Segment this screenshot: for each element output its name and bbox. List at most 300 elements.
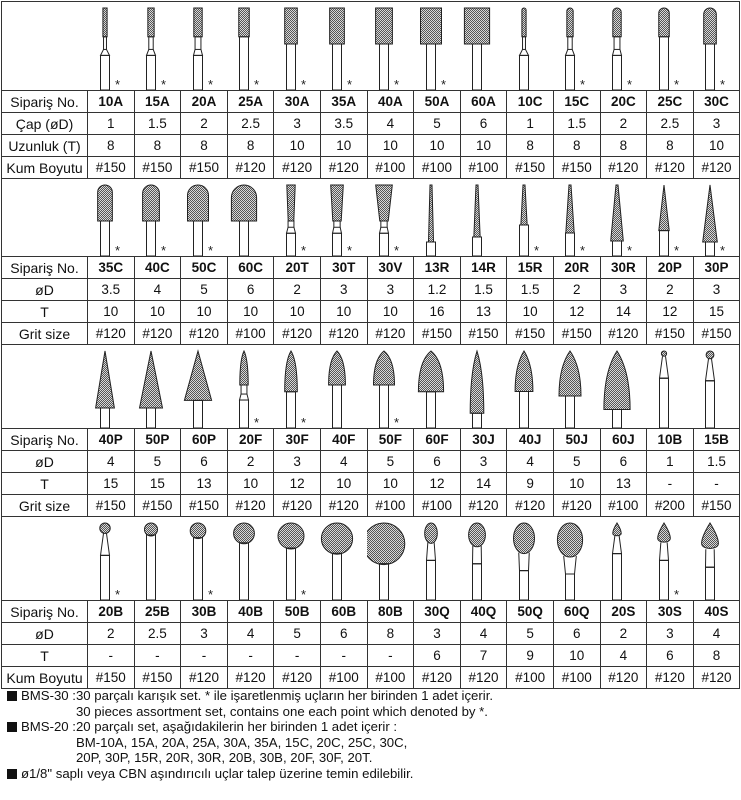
order-code-cell: 20C (600, 91, 647, 113)
order-code-cell: 20P (647, 257, 694, 279)
length-cell: 8 (227, 135, 274, 157)
tool-flame-icon (414, 345, 460, 428)
tool-drawing (147, 8, 156, 90)
tool-image-cell (367, 345, 414, 429)
set-marker-star: * (394, 415, 400, 429)
row-label: Sipariş No. (2, 601, 88, 623)
set-marker-star: * (114, 587, 120, 601)
tool-ball-icon (320, 517, 366, 600)
length-cell: 10 (134, 301, 181, 323)
set-marker-star: * (394, 77, 400, 91)
order-code-cell: 30S (647, 601, 694, 623)
tool-drawing (190, 523, 206, 600)
order-code-cell: 10C (507, 91, 554, 113)
length-cell: 6 (414, 645, 461, 667)
grit-cell: #150 (88, 157, 135, 179)
diameter-cell: 5 (507, 623, 554, 645)
length-cell: 10 (367, 473, 414, 495)
order-code-cell: 30R (600, 257, 647, 279)
tool-image-cell (693, 2, 740, 91)
spec-row-grit (2, 157, 740, 179)
grit-cell: #150 (647, 323, 694, 345)
length-cell: 10 (274, 135, 321, 157)
tool-needle-icon (460, 179, 506, 256)
length-cell: 10 (460, 135, 507, 157)
tool-image-cell (320, 517, 367, 601)
order-code-cell: 40S (693, 601, 740, 623)
tool-image-cell (647, 517, 694, 601)
tool-drawing (140, 351, 163, 428)
order-code-cell: 35A (320, 91, 367, 113)
tool-image-cell (647, 179, 694, 257)
length-cell: 6 (647, 645, 694, 667)
spec-row-len (2, 473, 740, 495)
order-code-cell: 40P (88, 429, 135, 451)
set-marker-star: * (161, 243, 167, 257)
grit-cell: #100 (414, 157, 461, 179)
grit-cell: #120 (553, 495, 600, 517)
diameter-cell: 5 (553, 451, 600, 473)
note-line: BM-10A, 15A, 20A, 25A, 30A, 35A, 15C, 20C, 25C, 30C, (75, 734, 408, 750)
grit-cell: #120 (227, 667, 274, 689)
row-label: øD (2, 451, 88, 473)
order-code-cell: 30J (460, 429, 507, 451)
order-code-cell: 20B (88, 601, 135, 623)
spec-row-dia (2, 623, 740, 645)
length-cell: 10 (88, 301, 135, 323)
diameter-cell: 1 (647, 451, 694, 473)
order-code-cell: 40F (320, 429, 367, 451)
tool-image-cell (320, 345, 367, 429)
grit-cell: #120 (647, 667, 694, 689)
length-cell: - (274, 645, 321, 667)
length-cell: 10 (227, 301, 274, 323)
tool-drawing (657, 523, 670, 600)
tool-drawing (658, 185, 668, 256)
set-marker-star: * (161, 77, 167, 91)
length-cell: 12 (553, 301, 600, 323)
tool-image-cell (274, 179, 321, 257)
grit-cell: #120 (693, 667, 740, 689)
diameter-cell: 3 (320, 279, 367, 301)
tool-cylinder-icon (274, 2, 320, 90)
length-cell: - (181, 645, 228, 667)
order-code-cell: 40Q (460, 601, 507, 623)
grit-cell: #120 (181, 667, 228, 689)
diameter-cell: 3.5 (320, 113, 367, 135)
tool-flame-icon (367, 345, 413, 428)
tool-round-cylinder-icon (507, 2, 553, 90)
tool-oval-icon (460, 517, 506, 600)
length-cell: 8 (181, 135, 228, 157)
grit-cell: #120 (274, 667, 321, 689)
tool-ball-icon (88, 517, 134, 600)
diameter-cell: 6 (460, 113, 507, 135)
length-cell: - (134, 645, 181, 667)
diameter-cell: 1.5 (693, 451, 740, 473)
tool-image-cell (553, 517, 600, 601)
grit-cell: #120 (600, 157, 647, 179)
tool-drawing (232, 185, 257, 256)
notes-section (7, 688, 737, 782)
tool-drawing (706, 351, 715, 428)
length-cell: - (320, 645, 367, 667)
tool-flame-icon (227, 345, 273, 428)
set-marker-star: * (207, 587, 213, 601)
diameter-cell: 4 (88, 451, 135, 473)
tool-oval-icon (553, 517, 599, 600)
length-cell: 16 (414, 301, 461, 323)
note-line: 20 parçalı set, aşağıdakilerin her birinden 1 adet içerir : (75, 719, 398, 735)
grit-cell: #120 (600, 667, 647, 689)
order-code-cell: 60F (414, 429, 461, 451)
length-cell: 8 (600, 135, 647, 157)
length-cell: 8 (507, 135, 554, 157)
note-text (76, 688, 737, 719)
tool-image-cell (367, 179, 414, 257)
order-code-cell: 10B (647, 429, 694, 451)
tool-image-cell (274, 345, 321, 429)
tool-drawing (376, 8, 393, 90)
tool-image-cell (181, 517, 228, 601)
tool-drawing (519, 8, 528, 90)
set-marker-star: * (300, 77, 306, 91)
order-code-cell: 30C (693, 91, 740, 113)
tool-image-cell (134, 517, 181, 601)
diameter-cell: 1 (88, 113, 135, 135)
set-marker-star: * (720, 77, 726, 91)
tool-cylinder-icon (227, 2, 273, 90)
grit-cell: #150 (88, 495, 135, 517)
order-code-cell: 20T (274, 257, 321, 279)
grit-cell: #120 (181, 323, 228, 345)
diameter-cell: 2 (274, 279, 321, 301)
grit-cell: #120 (274, 157, 321, 179)
tool-drawing (420, 8, 441, 90)
order-code-cell: 50Q (507, 601, 554, 623)
row-label: Çap (øD) (2, 113, 88, 135)
tool-drawing (519, 185, 528, 256)
length-cell: - (647, 473, 694, 495)
tool-cylinder-icon (460, 2, 506, 90)
grit-cell: #120 (600, 323, 647, 345)
tool-ball-icon (693, 345, 739, 428)
tool-image-cell (134, 2, 181, 91)
tool-bullet-icon (460, 345, 506, 428)
tool-round-cylinder-icon (227, 179, 273, 256)
set-marker-star: * (394, 243, 400, 257)
tool-round-cylinder-icon (88, 179, 134, 256)
diameter-cell: 2 (600, 113, 647, 135)
order-code-cell: 40B (227, 601, 274, 623)
tool-image-cell (600, 179, 647, 257)
set-marker-star: * (347, 77, 353, 91)
tool-drawing (659, 351, 668, 428)
grit-cell: #120 (507, 495, 554, 517)
length-cell: 10 (553, 473, 600, 495)
tool-drawing (558, 523, 583, 600)
diameter-cell: 1.5 (460, 279, 507, 301)
tool-drawing (465, 8, 490, 90)
tool-needle-icon (414, 179, 460, 256)
tool-image-cell (88, 179, 135, 257)
diameter-cell: 1.2 (414, 279, 461, 301)
grit-cell: #120 (320, 323, 367, 345)
set-marker-star: * (254, 415, 260, 429)
set-marker-star: * (207, 243, 213, 257)
grit-cell: #100 (414, 495, 461, 517)
tool-inverted-taper-icon (367, 179, 413, 256)
spec-row-code (2, 257, 740, 279)
grit-cell: #150 (134, 157, 181, 179)
tool-drawing (285, 351, 298, 428)
diameter-cell: 3 (693, 279, 740, 301)
length-cell: 12 (274, 473, 321, 495)
tool-image-cell (227, 179, 274, 257)
tool-ball-icon (647, 345, 693, 428)
length-cell: 12 (414, 473, 461, 495)
tool-bullet-icon (507, 345, 553, 428)
tool-drawing (470, 351, 484, 428)
diameter-cell: 8 (367, 623, 414, 645)
tool-image-cell (227, 517, 274, 601)
diameter-cell: 2 (553, 279, 600, 301)
row-label: Sipariş No. (2, 91, 88, 113)
spec-row-dia (2, 451, 740, 473)
tool-image-cell (600, 2, 647, 91)
note-text (76, 719, 737, 766)
diameter-cell: 2 (227, 451, 274, 473)
length-cell: 9 (507, 473, 554, 495)
order-code-cell: 35C (88, 257, 135, 279)
length-cell: 14 (600, 301, 647, 323)
grit-cell: #150 (693, 323, 740, 345)
order-code-cell: 30F (274, 429, 321, 451)
tool-drawing (95, 351, 114, 428)
grit-cell: #100 (367, 495, 414, 517)
tool-image-cell (227, 2, 274, 91)
tool-drawing (703, 185, 718, 256)
length-cell: 10 (414, 135, 461, 157)
tool-drawing (285, 8, 298, 90)
grit-cell: #120 (367, 323, 414, 345)
grit-cell: #100 (460, 157, 507, 179)
set-marker-star: * (347, 243, 353, 257)
tool-drawing (424, 523, 437, 600)
tool-flame-icon (274, 345, 320, 428)
set-marker-star: * (627, 243, 633, 257)
tool-round-cylinder-icon (134, 179, 180, 256)
note-key: BMS-20 : (21, 719, 76, 735)
tool-image-cell (460, 179, 507, 257)
tool-drawing (658, 8, 669, 90)
tool-image-cell (274, 2, 321, 91)
order-code-cell: 60Q (553, 601, 600, 623)
order-code-cell: 14R (460, 257, 507, 279)
grit-cell: #150 (553, 157, 600, 179)
set-marker-star: * (114, 77, 120, 91)
set-marker-star: * (254, 77, 260, 91)
tool-ball-icon (367, 517, 413, 600)
tool-images-row (2, 345, 740, 429)
tool-drawing (559, 351, 581, 428)
tool-cylinder-icon (320, 2, 366, 90)
diameter-cell: 2 (600, 623, 647, 645)
grit-cell: #150 (507, 323, 554, 345)
tool-image-cell (600, 345, 647, 429)
spec-row-dia (2, 113, 740, 135)
blank-cell (2, 179, 88, 257)
set-marker-star: * (114, 243, 120, 257)
diameter-cell: 1.5 (553, 113, 600, 135)
diameter-cell: 4 (320, 451, 367, 473)
length-cell: 10 (274, 301, 321, 323)
length-cell: 13 (460, 301, 507, 323)
diameter-cell: 3 (367, 279, 414, 301)
tool-taper-icon (274, 179, 320, 256)
length-cell: 10 (367, 135, 414, 157)
order-code-cell: 15R (507, 257, 554, 279)
diameter-cell: 4 (367, 113, 414, 135)
diameter-cell: 6 (227, 279, 274, 301)
grit-cell: #120 (134, 323, 181, 345)
diameter-cell: 5 (181, 279, 228, 301)
tool-image-cell (88, 345, 135, 429)
tool-drawing (515, 351, 533, 428)
square-bullet-icon (7, 691, 17, 701)
tool-bullet-icon (600, 345, 646, 428)
tool-needle-icon (553, 179, 599, 256)
row-label: Grit size (2, 323, 88, 345)
length-cell: 13 (600, 473, 647, 495)
tool-image-cell (600, 517, 647, 601)
grit-cell: #150 (181, 157, 228, 179)
order-code-cell: 25A (227, 91, 274, 113)
tool-drawing (331, 185, 344, 256)
grit-cell: #150 (460, 323, 507, 345)
spec-row-dia (2, 279, 740, 301)
order-code-cell: 50P (134, 429, 181, 451)
grit-cell: #120 (88, 323, 135, 345)
row-label: øD (2, 623, 88, 645)
tool-image-cell (647, 345, 694, 429)
tool-image-cell (647, 2, 694, 91)
order-code-cell: 60J (600, 429, 647, 451)
tool-drawing (193, 8, 202, 90)
order-code-cell: 20A (181, 91, 228, 113)
tool-oval-icon (414, 517, 460, 600)
tool-image-cell (414, 517, 461, 601)
order-code-cell: 60B (320, 601, 367, 623)
order-code-cell: 25B (134, 601, 181, 623)
diameter-cell: 2.5 (647, 113, 694, 135)
tool-point-icon (647, 179, 693, 256)
set-marker-star: * (300, 587, 306, 601)
blank-cell (2, 2, 88, 91)
set-marker-star: * (207, 77, 213, 91)
length-cell: 7 (460, 645, 507, 667)
order-code-cell: 10A (88, 91, 135, 113)
grit-cell: #100 (600, 495, 647, 517)
length-cell: 12 (647, 301, 694, 323)
set-marker-star: * (300, 415, 306, 429)
note-key: BMS-30 : (21, 688, 76, 703)
order-code-cell: 50A (414, 91, 461, 113)
row-label: T (2, 301, 88, 323)
diameter-cell: 3 (600, 279, 647, 301)
tool-drawing (473, 185, 482, 256)
tool-drawing (604, 351, 630, 428)
set-marker-star: * (673, 587, 679, 601)
order-code-cell: 30A (274, 91, 321, 113)
tool-drawing (234, 523, 255, 600)
grit-cell: #150 (181, 495, 228, 517)
row-label: Uzunluk (T) (2, 135, 88, 157)
length-cell: 10 (693, 135, 740, 157)
note-item (7, 719, 737, 766)
length-cell: 9 (507, 645, 554, 667)
row-label: T (2, 645, 88, 667)
diameter-cell: 4 (460, 623, 507, 645)
tool-image-cell (414, 179, 461, 257)
tool-round-cylinder-icon (600, 2, 646, 90)
grit-cell: #150 (134, 667, 181, 689)
set-marker-star: * (580, 243, 586, 257)
diameter-cell: 1.5 (507, 279, 554, 301)
tool-oval-icon (507, 517, 553, 600)
tool-image-cell (693, 179, 740, 257)
diameter-cell: 5 (414, 113, 461, 135)
tool-drawing (613, 523, 622, 600)
row-label: Kum Boyutu (2, 667, 88, 689)
tool-drawing (418, 351, 443, 428)
note-line: 30 parçalı karışık set. * ile işaretlenmiş uçların her birinden 1 adet içerir. (75, 688, 494, 703)
tool-drawing (704, 8, 717, 90)
grit-cell: #120 (320, 157, 367, 179)
square-bullet-icon (7, 722, 17, 732)
grit-cell: #200 (647, 495, 694, 517)
tool-bullet-icon (553, 345, 599, 428)
diameter-cell: 1 (507, 113, 554, 135)
tool-drawing (143, 185, 160, 256)
tool-drawing (566, 8, 575, 90)
tool-image-cell (274, 517, 321, 601)
tool-image-cell (227, 345, 274, 429)
length-cell: 14 (460, 473, 507, 495)
row-label: Kum Boyutu (2, 157, 88, 179)
row-label: Grit size (2, 495, 88, 517)
tool-drawing (611, 185, 624, 256)
diameter-cell: 4 (227, 623, 274, 645)
tool-drawing (330, 8, 345, 90)
order-code-cell: 30B (181, 601, 228, 623)
tool-ball-icon (134, 517, 180, 600)
grit-cell: #100 (553, 667, 600, 689)
tool-image-cell (553, 2, 600, 91)
tool-drawing (145, 523, 158, 600)
order-code-cell: 60A (460, 91, 507, 113)
spec-row-grit (2, 667, 740, 689)
tool-teardrop-icon (647, 517, 693, 600)
set-marker-star: * (533, 243, 539, 257)
tool-drawing (187, 185, 208, 256)
tool-image-cell (460, 2, 507, 91)
tool-needle-icon (600, 179, 646, 256)
grit-cell: #120 (693, 157, 740, 179)
grit-cell: #120 (274, 495, 321, 517)
tool-drawing (322, 523, 353, 600)
tool-flame-icon (320, 345, 366, 428)
